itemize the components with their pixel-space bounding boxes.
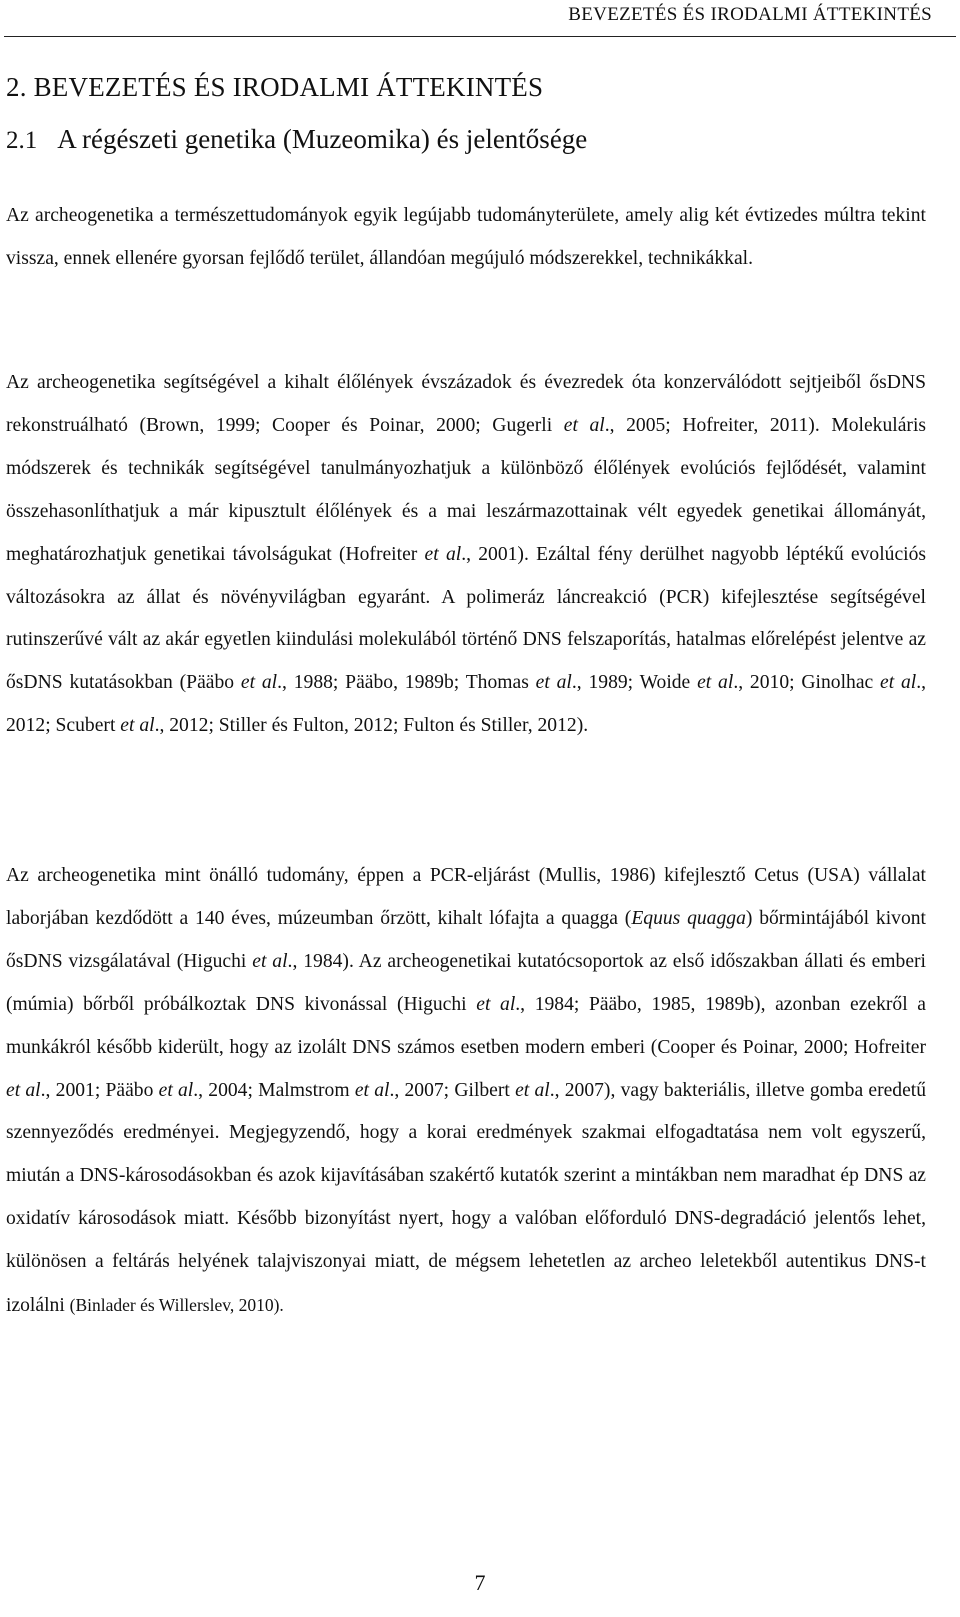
italic-run: et al: [424, 543, 462, 565]
text-run: ., 2007), vagy bakteriális, illetve gomba eredetű szennyeződés eredményei. Megjegyzendő, hogy a korai eredmények szakmai elfogadtatása nem volt egyszerű, miután a DNS-károsodásokban és azok kijavításában szakértő kutatók szerint a mintákban nem maradhat ép DNS az oxidatív károsodások miatt. Később bizonyítást nyert, hogy a valóban előforduló DNS-degradáció jelentős lehet, különösen a feltárás helyének talajviszonyai miatt, de mégsem lehetetlen az archeo leletekből autentikus DNS-t izolálni: [6, 1079, 927, 1317]
section-number: 2.1: [6, 127, 38, 154]
page-number: 7: [474, 1570, 486, 1595]
italic-run: et al: [240, 672, 278, 694]
paragraph-methods: [6, 362, 926, 748]
text-run: ., 2012; Stiller és Fulton, 2012; Fulton és Stiller, 2012).: [154, 715, 589, 737]
text-run: ., 1984; Pääbo, 1985, 1989b), azonban ezekről a munkákról később kiderült, hogy az izolált DNS számos esetben modern emberi (Cooper és Poinar, 2000; Hofreiter: [6, 993, 926, 1058]
paragraph-history: [6, 855, 926, 1328]
section-title: A régészeti genetika (Muzeomika) és jelentősége: [57, 124, 588, 154]
italic-run: et al: [476, 993, 516, 1015]
italic-run: et al: [515, 1079, 550, 1101]
header-divider: [4, 36, 956, 37]
italic-run: et al: [535, 672, 572, 694]
running-header: BEVEZETÉS ÉS IRODALMI ÁTTEKINTÉS: [568, 4, 932, 25]
italic-run: et al: [880, 672, 917, 694]
text-run: ) bőrmintájából kivont ősDNS vizsgálatával (Higuchi: [6, 907, 926, 972]
italic-run: et al: [252, 950, 288, 972]
text-run: ., 2012; Scubert: [6, 672, 927, 737]
italic-run: et al: [158, 1079, 194, 1101]
paragraph-intro: Az archeogenetika a természettudományok egyik legújabb tudományterülete, amely alig két évtizedes múltra tekint vissza, ennek ellenére gyorsan fejlődő terület, állandóan megújuló módszerekkel, technikákkal.: [6, 205, 926, 269]
text-run: ., 2007; Gilbert: [389, 1079, 516, 1101]
text-run: Az archeogenetika segítségével a kihalt élőlények évszázadok és évezredek óta konzerválódott sejtjeiből ősDNS rekonstruálható (Brown, 1999; Cooper és Poinar, 2000; Gugerli: [6, 372, 926, 436]
text-run: ., 2010; Ginolhac: [733, 672, 881, 694]
text-run: ., 1984). Az archeogenetikai kutatócsoportok az első időszakban állati és emberi (múmia) bőrből próbálkoztak DNS kivonással (Higuchi: [6, 950, 926, 1015]
text-run: ., 2005; Hofreiter, 2011). Molekuláris módszerek és technikák segítségével tanulmányozhatjuk a különböző élőlények evolúciós fejlődését, valamint összehasonlíthatjuk a már kipusztult élőlények és a mai leszármazottainak vélt egyedek genetikai állományát, meghatározhatjuk genetikai távolságukat (Hofreiter: [6, 414, 927, 565]
text-run: Az archeogenetika mint önálló tudomány, éppen a PCR-eljárást (Mullis, 1986) kifejlesztő Cetus (USA) vállalat laborjában kezdődött a 140 éves, múzeumban őrzött, kihalt lófajta a quagga (: [6, 865, 926, 929]
text-run: ., 1989; Woide: [571, 672, 698, 694]
italic-run: et al: [563, 414, 605, 436]
italic-run: et al: [6, 1079, 41, 1101]
italic-run: et al: [697, 672, 734, 694]
section-heading: [6, 124, 587, 155]
text-run: ., 2004; Malmstrom: [193, 1079, 355, 1101]
italic-run: et al: [354, 1079, 390, 1101]
citation-run: (Binlader és Willerslev, 2010).: [69, 1295, 284, 1316]
chapter-heading: 2. BEVEZETÉS ÉS IRODALMI ÁTTEKINTÉS: [6, 72, 544, 102]
italic-run: Equus quagga: [631, 907, 746, 929]
text-run: ., 2001). Ezáltal fény derülhet nagyobb léptékű evolúciós változásokra az állat és növényvilágban egyaránt. A polimeráz láncreakció (PCR) kifejlesztése segítségével rutinszerűvé vált az akár egyetlen kiindulási molekulából történő DNS felszaporítás, hatalmas előrelépést jelentve az ősDNS kutatásokban (Pääbo: [6, 543, 927, 694]
italic-run: et al: [120, 715, 155, 737]
text-run: ., 1988; Pääbo, 1989b; Thomas: [277, 672, 536, 694]
text-run: ., 2001; Pääbo: [40, 1079, 159, 1101]
